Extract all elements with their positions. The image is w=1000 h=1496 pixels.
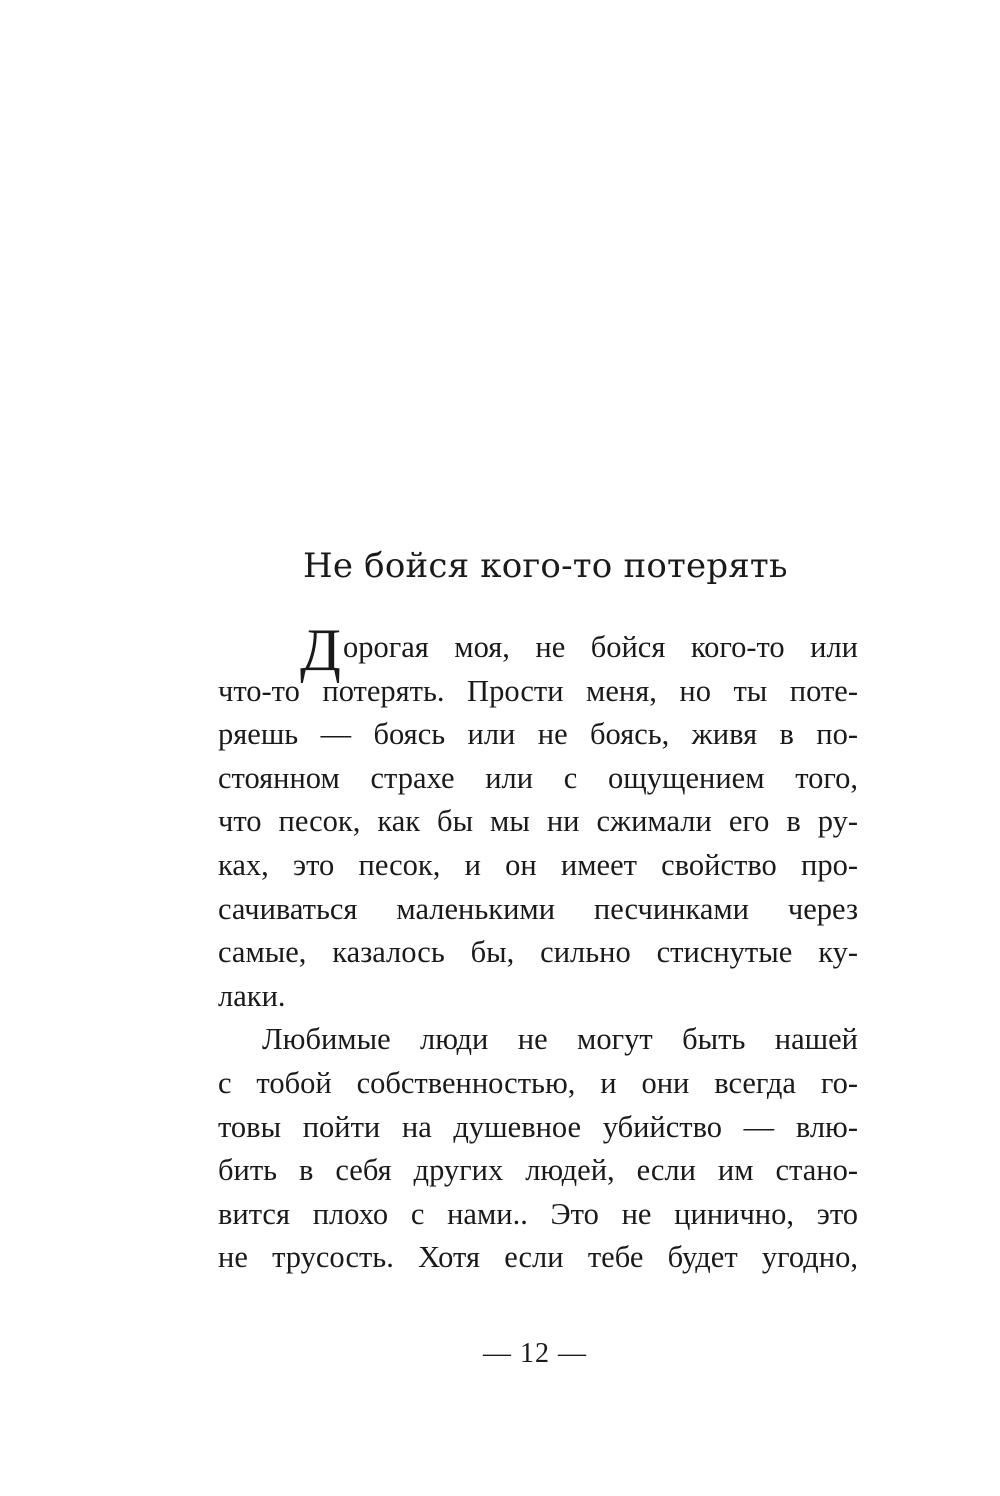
paragraph-1-line-1	[218, 617, 858, 683]
paragraph-1-line-3: ряешь — боясь или не боясь, живя в по-	[218, 717, 858, 752]
paragraph-1-line-8: самые, казалось бы, сильно стиснутые ку-	[218, 935, 858, 970]
line-text: орогая моя, не бойся кого-то или	[343, 630, 858, 664]
chapter-title: Не бойся кого-то потерять	[303, 546, 788, 586]
paragraph-2-line-5: вится плохо с нами.. Это не цинично, это	[218, 1196, 858, 1231]
paragraph-1-line-6: ках, это песок, и он имеет свойство про-	[218, 847, 858, 882]
paragraph-2-line-3: товы пойти на душевное убийство — влю-	[218, 1109, 858, 1144]
paragraph-1-line-7: сачиваться маленькими песчинками через	[218, 891, 858, 926]
page-number: — 12 —	[483, 1338, 587, 1369]
paragraph-1-line-4: стоянном страхе или с ощущением того,	[218, 760, 858, 795]
paragraph-1-line-9: лаки.	[218, 978, 286, 1013]
paragraph-2-line-1: Любимые люди не могут быть нашей	[262, 1022, 858, 1057]
body-text	[218, 617, 858, 1280]
paragraph-2-line-6: не трусость. Хотя если тебе будет угодно,	[218, 1240, 858, 1275]
paragraph-1-line-5: что песок, как бы мы ни сжимали его в ру-	[218, 804, 858, 839]
paragraph-2-line-4: бить в себя других людей, если им стано-	[218, 1153, 858, 1188]
paragraph-1-line-2: что-то потерять. Прости меня, но ты поте-	[218, 673, 858, 708]
drop-cap: Д	[300, 617, 341, 683]
paragraph-2-line-2: с тобой собственностью, и они всегда го-	[218, 1065, 858, 1100]
